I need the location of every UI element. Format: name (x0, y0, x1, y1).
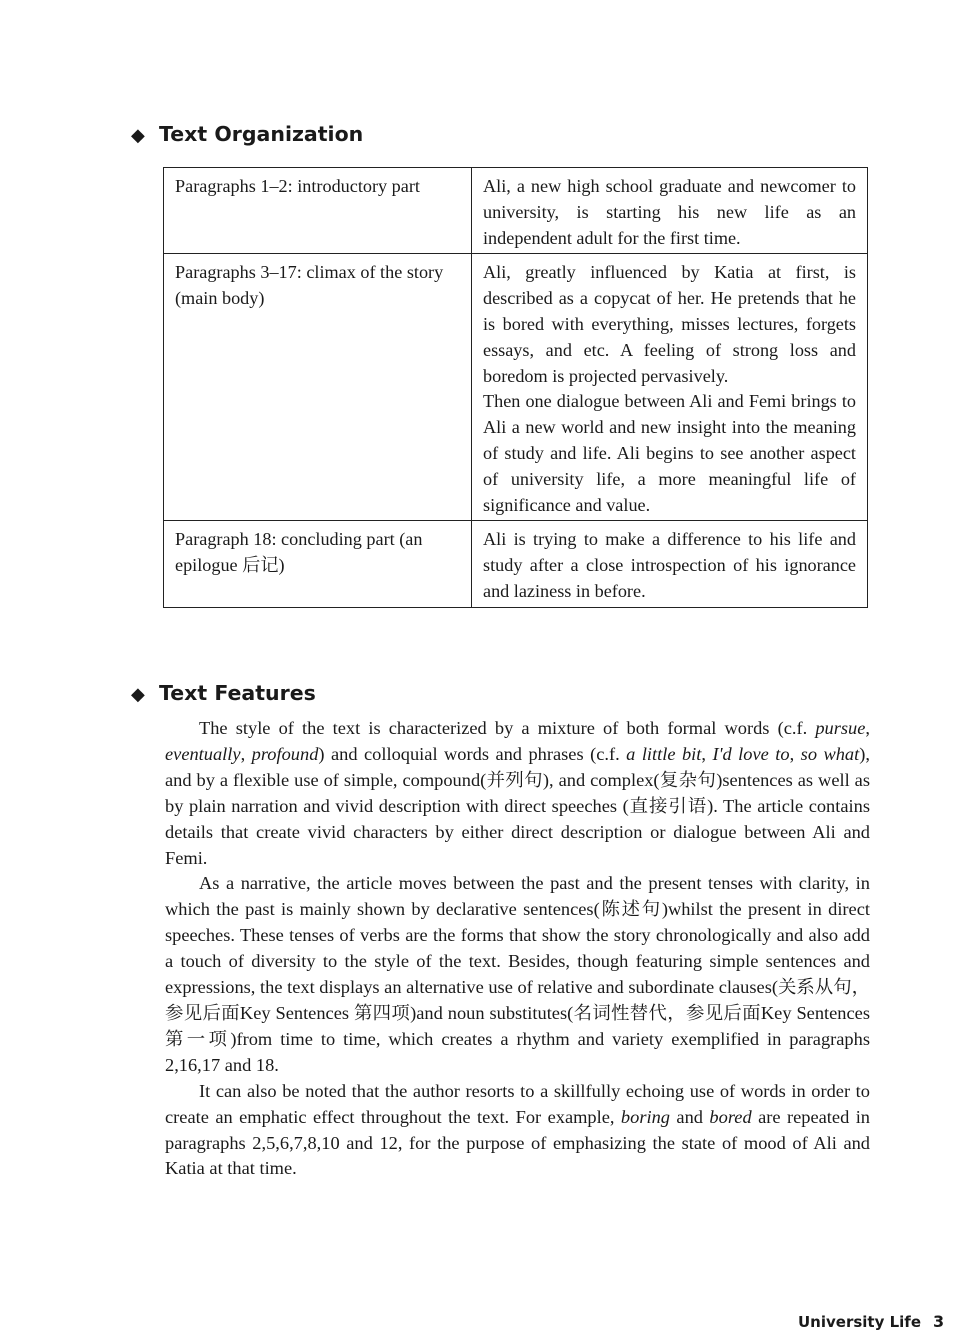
table-cell-paragraphs: Paragraphs 1–2: introductory part (164, 168, 472, 254)
summary-text: Then one dialogue between Ali and Femi brings to Ali a new world and new insight into the meaning of study and life. Ali begins to see another aspect of university life, a more meaningful life of significance and value. (483, 391, 856, 515)
page-number: 3 (933, 1312, 945, 1331)
table-row (164, 254, 868, 521)
body-paragraph: The style of the text is characterized by a mixture of both formal words (c.f. pursue, eventually, profound) and colloquial words and phrases (c.f. a little bit, I'd love to, so what), and by a flexible use of simple, compound(并列句), and complex(复杂句)sentences as well as by plain narration and vivid description with direct speeches (直接引语). The article contains details that create vivid characters by either direct description or dialogue between Ali and Femi. (165, 718, 870, 868)
table-row (164, 168, 868, 254)
summary-text: Ali, a new high school graduate and newcomer to university, is starting his new life as an independent adult for the first time. (483, 176, 856, 248)
diamond-bullet-icon: ◆ (131, 684, 145, 705)
features-body (165, 716, 870, 1182)
summary-text: Ali, greatly influenced by Katia at first, is described as a copycat of her. He pretends that he is bored with everything, misses lectures, forgets essays, and etc. A feeling of strong loss and boredom is projected pervasively. (483, 262, 856, 386)
summary-text: Ali is trying to make a difference to his life and study after a close introspection of his ignorance and laziness in before. (483, 529, 856, 601)
table-cell-summary (472, 168, 868, 254)
table-cell-summary (472, 521, 868, 607)
heading-label: Text Features (159, 681, 316, 705)
organization-table (163, 167, 868, 608)
running-footer-title: University Life (798, 1313, 921, 1331)
diamond-bullet-icon: ◆ (131, 125, 145, 146)
text-organization-heading (131, 122, 363, 146)
body-paragraph: It can also be noted that the author resorts to a skillfully echoing use of words in order to create an emphatic effect throughout the text. For example, boring and bored are repeated in paragraphs 2,5,6,7,8,10 and 12, for the purpose of emphasizing the state of mood of Ali and Katia at that time. (165, 1080, 871, 1179)
body-paragraph: As a narrative, the article moves between the past and the present tenses with clarity, in which the past is mainly shown by declarative sentences(陈述句)whilst the present in direct speeches. These tenses of verbs are the forms that show the story chronologically and also add a touch of diversity to the style of the text. Besides, though featuring simple sentences and expressions, the text displays an alternative use of relative and subordinate clauses(关系从句，参见后面Key Sentences 第四项)and noun substitutes(名词性替代，参见后面Key Sentences 第一项)from time to time, which creates a rhythm and variety exemplified in paragraphs 2,16,17 and 18. (165, 873, 870, 1075)
table-row (164, 521, 868, 607)
heading-label: Text Organization (159, 122, 364, 146)
table-cell-summary (472, 254, 868, 521)
text-features-heading (131, 681, 316, 705)
table-cell-paragraphs: Paragraphs 3–17: climax of the story (main body) (164, 254, 472, 521)
table-cell-paragraphs: Paragraph 18: concluding part (an epilogue 后记) (164, 521, 472, 607)
